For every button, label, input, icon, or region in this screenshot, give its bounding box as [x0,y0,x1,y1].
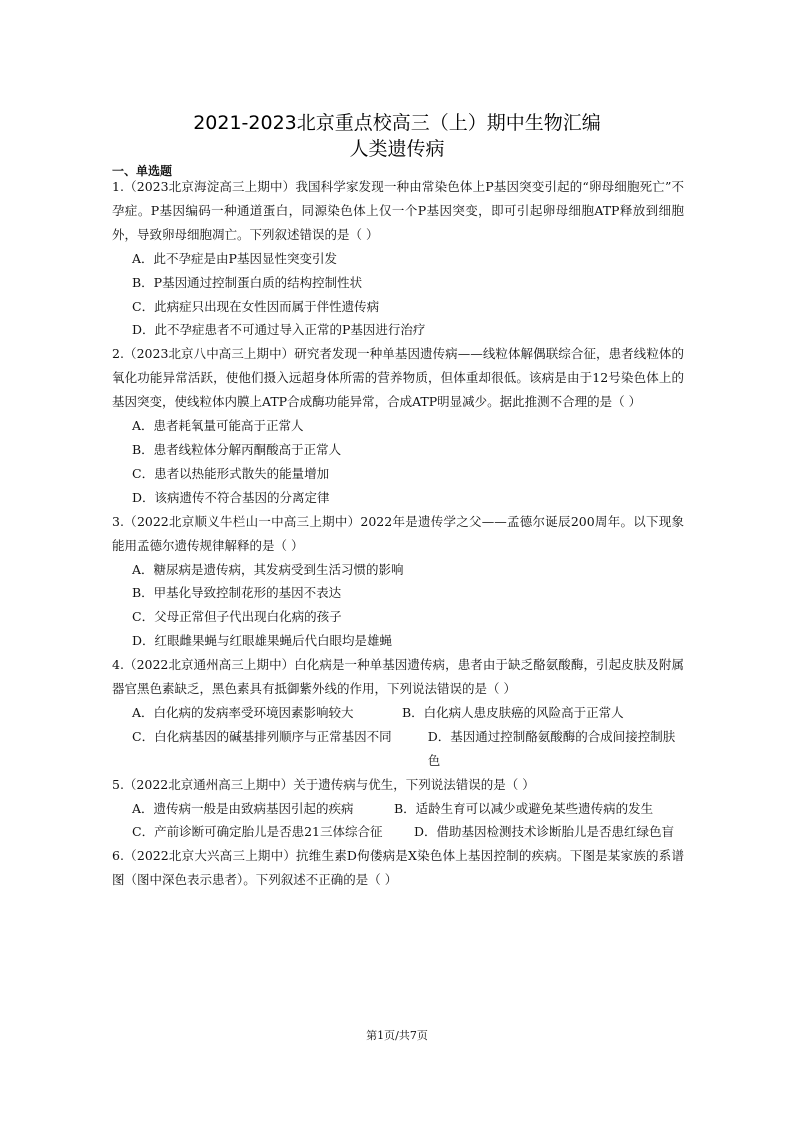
question-4-options-row-2 [112,725,684,773]
question-4-options-row-1 [112,701,684,725]
question-4-option-a: A．白化病的发病率受环境因素影响较大 [132,704,354,720]
question-4-option-b: B．白化病人患皮肤癌的风险高于正常人 [402,704,624,720]
question-5-options-row-1 [112,797,684,821]
question-5-options-row-2 [112,820,684,844]
question-4-option-d: D．基因通过控制酪氨酸酶的合成间接控制肤色 [427,728,676,768]
question-3-option-c: C．父母正常但子代出现白化病的孩子 [132,609,342,625]
question-3-option-b: B．甲基化导致控制花形的基因不表达 [132,585,342,601]
question-5-option-c: C．产前诊断可确定胎儿是否患21三体综合征 [132,824,383,840]
question-2-option-d: D．该病遗传不符合基因的分离定律 [132,489,330,505]
question-1-option-d: D．此不孕症患者不可通过导入正常的P基因进行治疗 [132,322,426,338]
question-5-stem: 5.（2022北京通州高三上期中）关于遗传病与优生，下列说法错误的是（ ） [112,776,535,792]
question-3-option-d: D．红眼雌果蝇与红眼雄果蝇后代白眼均是雄蝇 [132,633,393,649]
question-4-option-c: C．白化病基因的碱基排列顺序与正常基因不同 [132,728,392,744]
question-2-option-b: B．患者线粒体分解丙酮酸高于正常人 [132,441,342,457]
question-6-stem: 6.（2022北京大兴高三上期中）抗维生素D佝偻病是X染色体上基因控制的疾病。下图是某家族的系谱图（图中深色表示患者）。下列叙述不正确的是（ ） [112,848,684,888]
question-2-option-c: C．患者以热能形式散失的能量增加 [132,465,330,481]
question-5-option-a: A．遗传病一般是由致病基因引起的疾病 [132,800,354,816]
question-2-option-a: A．患者耗氧量可能高于正常人 [132,418,304,434]
document-subtitle: 人类遗传病 [349,138,445,160]
section-heading: 一、单选题 [112,164,173,178]
page-footer: 第1页/共7页 [366,1029,428,1042]
question-3-stem: 3.（2022北京顺义牛栏山一中高三上期中）2022年是遗传学之父——孟德尔诞辰200周年。以下现象能用孟德尔遗传规律解释的是（ ） [112,513,684,553]
question-5-option-b: B．适龄生育可以减少或避免某些遗传病的发生 [394,800,654,816]
question-4-stem: 4.（2022北京通州高三上期中）白化病是一种单基因遗传病，患者由于缺乏酪氨酸酶，引起皮肤及附属器官黑色素缺乏，黑色素具有抵御紫外线的作用，下列说法错误的是（ ） [112,657,684,697]
question-1-stem: 1.（2023北京海淀高三上期中）我国科学家发现一种由常染色体上P基因突变引起的“卵母细胞死亡”不孕症。P基因编码一种通道蛋白，同源染色体上仅一个P基因突变，即可引起卵母细胞ATP释放到细胞外，导致卵母细胞凋亡。下列叙述错误的是（ ） [112,179,684,242]
question-1-option-a: A．此不孕症是由P基因显性突变引发 [132,250,337,266]
question-list [112,175,684,892]
question-2-stem: 2.（2023北京八中高三上期中）研究者发现一种单基因遗传病——线粒体解偶联综合征，患者线粒体的氧化功能异常活跃，使他们摄入远超身体所需的营养物质，但体重却很低。该病是由于12号染色体上的基因突变，使线粒体内膜上ATP合成酶功能异常，合成ATP明显减少。据此推测不合理的是（ ） [112,346,684,410]
question-1-option-c: C．此病症只出现在女性因而属于伴性遗传病 [132,298,380,314]
question-1-option-b: B．P基因通过控制蛋白质的结构控制性状 [132,274,363,290]
document-title: 2021-2023北京重点校高三（上）期中生物汇编 [193,112,601,134]
question-3-option-a: A．糖尿病是遗传病，其发病受到生活习惯的影响 [132,561,404,577]
question-5-option-d: D．借助基因检测技术诊断胎儿是否患红绿色盲 [414,824,675,840]
